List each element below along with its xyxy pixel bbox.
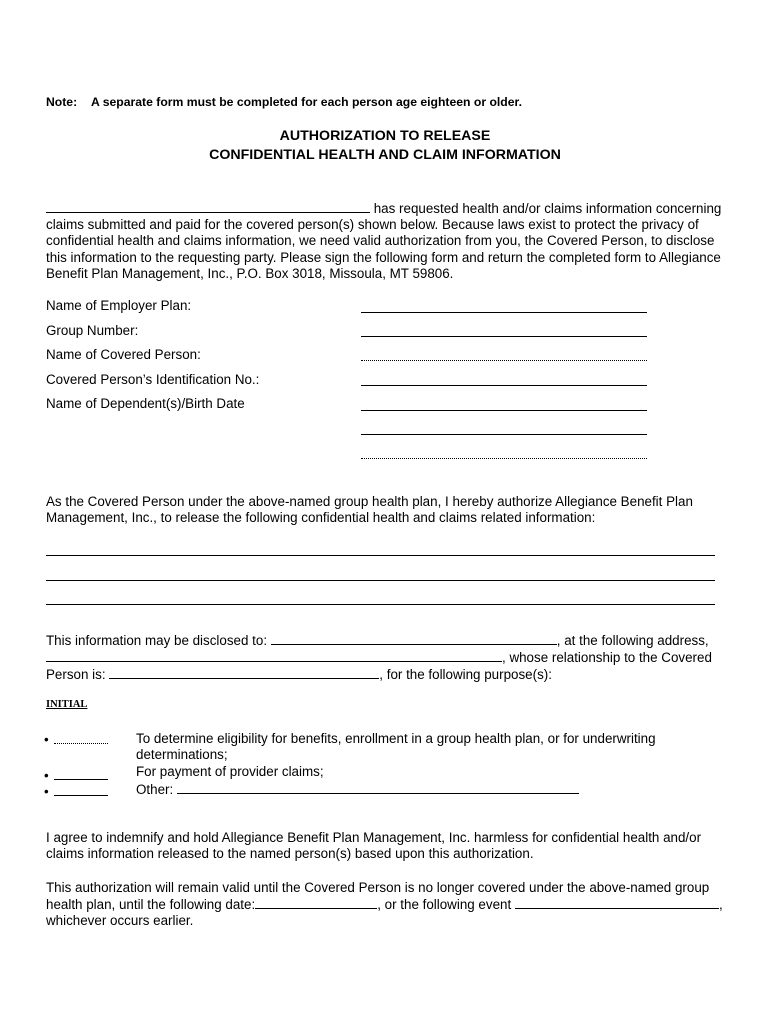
validity-line-1: This authorization will remain valid until the Covered Person is no longer covered under the above-named group: [46, 880, 710, 895]
bullet-icon: •: [44, 732, 49, 747]
disclose-line-2: [46, 649, 746, 666]
initial-blank-2[interactable]: [54, 767, 108, 780]
initial-blank-1[interactable]: [54, 731, 108, 744]
dependent-field-1[interactable]: [361, 410, 647, 411]
covered-person-label: Name of Covered Person:: [46, 347, 201, 362]
intro-line1-suffix: has requested health and/or claims information concerning: [373, 201, 722, 216]
release-info-line-2[interactable]: [46, 580, 715, 581]
purpose-provider-claims: For payment of provider claims;: [136, 764, 324, 779]
intro-paragraph: [46, 200, 736, 282]
initial-blank-3[interactable]: [54, 783, 108, 796]
bullet-icon: •: [44, 768, 49, 783]
id-number-label: Covered Person’s Identification No.:: [46, 372, 260, 387]
group-number-label: Group Number:: [46, 323, 139, 338]
relationship-blank[interactable]: [109, 666, 379, 679]
address-label: , at the following address,: [556, 633, 709, 648]
dependent-field-3[interactable]: [361, 458, 647, 459]
valid-date-blank[interactable]: [255, 896, 377, 909]
note-text: A separate form must be completed for each person age eighteen or older.: [91, 95, 522, 109]
purpose-other-blank[interactable]: [177, 781, 579, 794]
note-line: [46, 94, 522, 110]
release-info-line-1[interactable]: [46, 555, 715, 556]
purpose-other: [136, 781, 696, 798]
dependents-label: Name of Dependent(s)/Birth Date: [46, 396, 245, 411]
relationship-label: , whose relationship to the Covered: [502, 650, 712, 666]
purpose-eligibility-line2: determinations;: [136, 747, 228, 763]
purpose-label: , for the following purpose(s):: [379, 667, 552, 683]
intro-rest: claims submitted and paid for the covered person(s) shown below. Because laws exist to protect the privacy of confidential health and claims information, we need valid authorization from you, the Covered Person, to disclose this information to the requesting party. Please sign the following form and return the completed form to Allegiance Benefit Plan Management, Inc., P.O. Box 3018, Missoula, MT 59806.: [46, 217, 721, 281]
authorize-paragraph: As the Covered Person under the above-named group health plan, I hereby authorize Allegiance Benefit Plan Management, Inc., to release the following confidential health and claims related information:: [46, 494, 693, 526]
validity-paragraph: [46, 880, 746, 930]
validity-line-2: [46, 896, 746, 913]
initial-bullet-2: [44, 767, 108, 784]
employer-plan-label: Name of Employer Plan:: [46, 298, 192, 313]
validity-line-3: whichever occurs earlier.: [46, 913, 194, 929]
release-info-line-3[interactable]: [46, 604, 715, 605]
valid-event-blank[interactable]: [515, 896, 719, 909]
purpose-eligibility: [136, 731, 696, 763]
requesting-party-blank[interactable]: [46, 200, 370, 213]
address-blank[interactable]: [46, 649, 502, 662]
indemnify-paragraph: I agree to indemnify and hold Allegiance Benefit Plan Management, Inc. harmless for confidential health and/or claims information released to the named person(s) based upon this authorization.: [46, 830, 702, 862]
form-title-line1: AUTHORIZATION TO RELEASE: [279, 128, 491, 144]
valid-until-label: health plan, until the following date:: [46, 897, 256, 913]
disclose-paragraph: [46, 632, 746, 684]
employer-plan-field[interactable]: [361, 312, 647, 313]
covered-person-field[interactable]: [361, 360, 647, 361]
disclose-line-3: [46, 666, 746, 683]
note-label: Note:: [46, 95, 78, 109]
dependent-field-2[interactable]: [361, 434, 647, 435]
form-title-line2: CONFIDENTIAL HEALTH AND CLAIM INFORMATION: [209, 147, 561, 163]
initial-label: INITIAL: [46, 699, 88, 710]
event-label: , or the following event: [377, 897, 512, 913]
bullet-icon: •: [44, 784, 49, 799]
disclose-to-label: This information may be disclosed to:: [46, 633, 268, 648]
purpose-eligibility-line1: To determine eligibility for benefits, enrollment in a group health plan, or for underwriting: [136, 731, 656, 746]
purpose-other-label: Other:: [136, 782, 174, 797]
person-is-label: Person is:: [46, 667, 106, 683]
initial-bullet-3: [44, 783, 108, 800]
event-comma: ,: [718, 897, 723, 913]
disclose-line-1: [46, 632, 746, 649]
group-number-field[interactable]: [361, 336, 647, 337]
id-number-field[interactable]: [361, 385, 647, 386]
initial-bullet-1: [44, 731, 108, 748]
disclose-to-blank[interactable]: [271, 632, 557, 645]
